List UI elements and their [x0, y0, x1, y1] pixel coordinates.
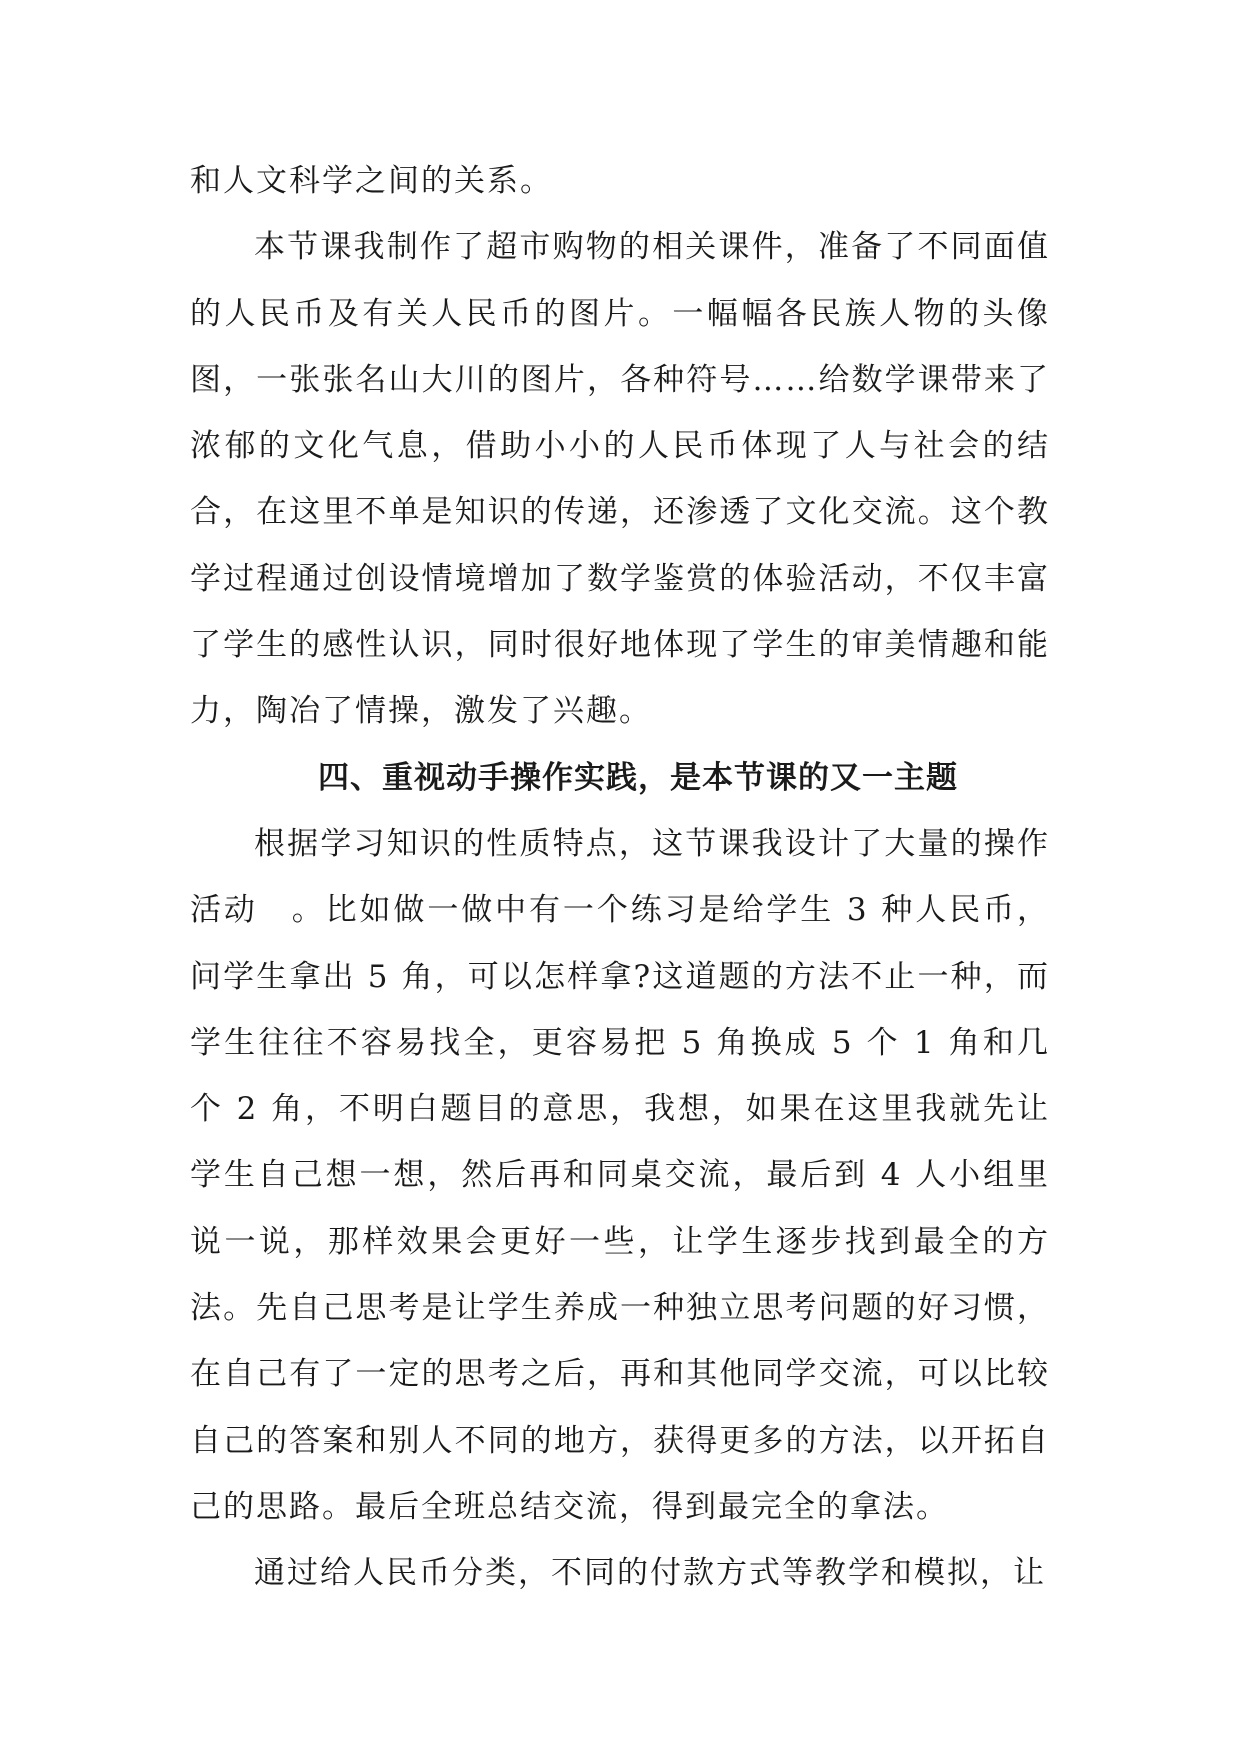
paragraph-operation-activities: 根据学习知识的性质特点，这节课我设计了大量的操作活动 。比如做一做中有一个练习是给学生 3 种人民币，问学生拿出 5 角，可以怎样拿?这道题的方法不止一种，而学生往往不容易找全，更容易把 5 角换成 5 个 1 角和几个 2 角，不明白题目的意思，我想，如果在这里我就先让学生自己想一想，然后再和同桌交流，最后到 4 人小组里说一说，那样效果会更好一些，让学生逐步找到最全的方法。先自己思考是让学生养成一种独立思考问题的好习惯，在自己有了一定的思考之后，再和其他同学交流，可以比较自己的答案和别人不同的地方，获得更多的方法，以开拓自己的思路。最后全班总结交流，得到最完全的拿法。 — [190, 825, 1050, 1525]
paragraph-courseware: 本节课我制作了超市购物的相关课件，准备了不同面值的人民币及有关人民币的图片。一幅幅各民族人物的头像图，一张张名山大川的图片，各种符号……给数学课带来了浓郁的文化气息，借助小小的人民币体现了人与社会的结合，在这里不单是知识的传递，还渗透了文化交流。这个教学过程通过创设情境增加了数学鉴赏的体验活动，不仅丰富了学生的感性认识，同时很好地体现了学生的审美情趣和能力，陶冶了情操，激发了兴趣。 — [190, 229, 1050, 730]
paragraph-classification: 通过给人民币分类，不同的付款方式等教学和模拟，让 — [254, 1555, 1046, 1592]
section-heading: 四、重视动手操作实践，是本节课的又一主题 — [318, 759, 958, 796]
paragraph-continuation: 和人文科学之间的关系。 — [190, 163, 553, 199]
document-body — [190, 148, 1050, 1607]
